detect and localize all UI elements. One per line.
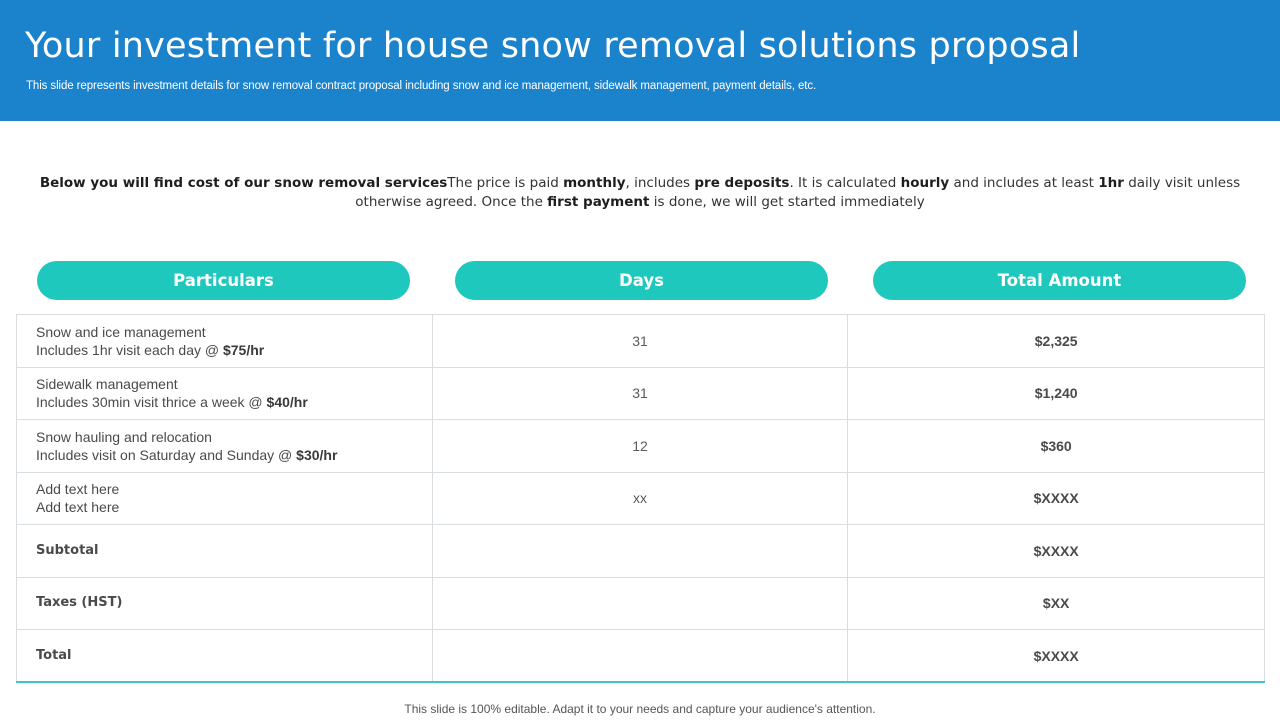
intro-paragraph	[30, 174, 1250, 212]
investment-table	[16, 314, 1265, 683]
days-cell: 31	[432, 315, 848, 368]
item-detail	[36, 446, 432, 464]
item-detail-text: Includes visit on Saturday and Sunday @	[36, 446, 297, 463]
intro-text: , includes	[625, 175, 695, 191]
header-banner	[0, 0, 1280, 121]
footer-note: This slide is 100% editable. Adapt it to your needs and capture your audience's attention.	[404, 702, 876, 716]
column-header-particulars: Particulars	[37, 261, 410, 300]
taxes-row	[17, 577, 1265, 630]
intro-text: and includes at least	[949, 175, 1099, 191]
amount-cell: $1,240	[848, 367, 1265, 420]
table-row	[17, 367, 1265, 420]
summary-amount: $XXXX	[848, 525, 1265, 578]
summary-amount: $XXXX	[848, 630, 1265, 683]
page-title: Your investment for house snow removal solutions proposal	[25, 26, 1081, 66]
item-name: Snow hauling and relocation	[36, 428, 212, 445]
summary-label: Taxes (HST)	[17, 577, 433, 630]
item-detail-text: Includes 1hr visit each day @	[36, 341, 223, 358]
summary-empty-cell	[432, 577, 848, 630]
item-name: Snow and ice management	[36, 323, 206, 340]
item-rate: $75/hr	[222, 341, 265, 358]
summary-label: Subtotal	[17, 525, 433, 578]
total-row	[17, 630, 1265, 683]
amount-cell: $360	[848, 420, 1265, 473]
intro-bold-lead: Below you will find cost of our snow removal services	[39, 175, 448, 191]
item-rate: $40/hr	[266, 394, 308, 411]
amount-cell: $2,325	[848, 315, 1265, 368]
intro-bold: hourly	[900, 175, 950, 191]
item-detail: Add text here	[36, 499, 120, 516]
intro-bold: 1hr	[1098, 175, 1124, 191]
column-header-days: Days	[455, 261, 828, 300]
item-name: Add text here	[36, 481, 120, 498]
particulars-cell	[17, 420, 433, 473]
table-row	[17, 472, 1265, 525]
summary-empty-cell	[432, 630, 848, 683]
item-rate: $30/hr	[296, 446, 338, 463]
particulars-cell	[17, 367, 433, 420]
subtotal-row	[17, 525, 1265, 578]
summary-amount: $XX	[848, 577, 1265, 630]
intro-text: daily visit unless otherwise agreed. Once the	[355, 175, 1241, 210]
column-header-total-amount: Total Amount	[873, 261, 1246, 300]
days-cell: 31	[432, 367, 848, 420]
item-detail-text: Includes 30min visit thrice a week @	[36, 394, 267, 411]
item-detail	[36, 393, 432, 411]
page-subtitle: This slide represents investment details for snow removal contract proposal including snow and ice management, sidewalk management, payment details, etc.	[26, 80, 817, 92]
intro-bold: monthly	[563, 175, 626, 191]
item-name: Sidewalk management	[36, 376, 178, 393]
summary-label: Total	[17, 630, 433, 683]
particulars-cell	[17, 315, 433, 368]
intro-text: The price is paid	[447, 175, 564, 191]
amount-cell: $XXXX	[848, 472, 1265, 525]
summary-empty-cell	[432, 525, 848, 578]
days-cell: xx	[432, 472, 848, 525]
item-detail	[36, 341, 432, 359]
intro-text: . It is calculated	[789, 175, 901, 191]
days-cell: 12	[432, 420, 848, 473]
intro-text: is done, we will get started immediately	[649, 194, 925, 210]
intro-bold: first payment	[547, 194, 650, 210]
table-row	[17, 315, 1265, 368]
particulars-cell	[17, 472, 433, 525]
table-row	[17, 420, 1265, 473]
intro-bold: pre deposits	[694, 175, 790, 191]
